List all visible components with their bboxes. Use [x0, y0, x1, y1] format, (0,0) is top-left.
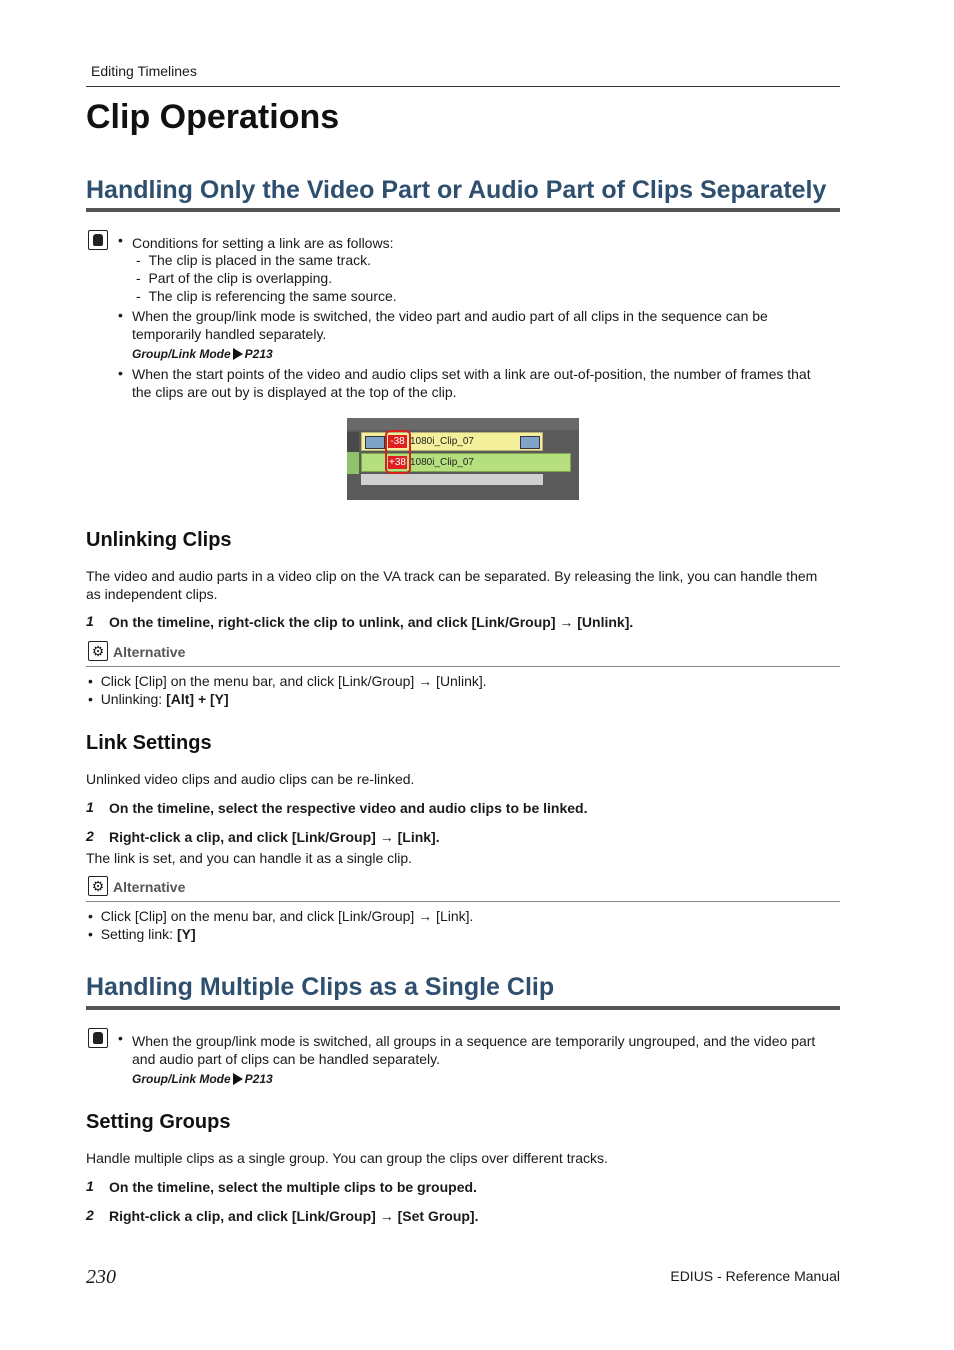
page-number: 230 [86, 1266, 116, 1288]
unlink-step-1: On the timeline, right-click the clip to unlink, and click [Link/Group] → [Unlink]. [109, 614, 634, 630]
link-step-2: Right-click a clip, and click [Link/Group] → [Link]. [109, 829, 440, 845]
gear-icon: ⚙ [88, 641, 108, 661]
shortcut-keys: [Alt] + [Y] [166, 691, 229, 707]
bullet: • [118, 1030, 123, 1046]
header-rule [86, 86, 840, 87]
arrow-right-icon [233, 1073, 243, 1085]
groups-step-1: On the timeline, select the multiple clips to be grouped. [109, 1179, 477, 1195]
reference-page: P213 [244, 347, 273, 361]
alternative-rule [86, 666, 840, 667]
note-sub-3: - The clip is referencing the same source. [136, 288, 397, 304]
step-number: 1 [86, 1178, 94, 1194]
heading-link-settings: Link Settings [86, 732, 212, 754]
groups-step-2: Right-click a clip, and click [Link/Group] → [Set Group]. [109, 1208, 479, 1224]
offset-badge-audio: +38 [389, 457, 406, 468]
unlink-paragraph-line1: The video and audio parts in a video clip on the VA track can be separated. By releasing the link, you can handle them [86, 568, 818, 584]
note-sub-1: - The clip is placed in the same track. [136, 252, 371, 268]
bullet: • [118, 365, 123, 381]
alternative-label: Alternative [113, 879, 186, 895]
note-bullet-1: Conditions for setting a link are as follows: [132, 235, 394, 251]
section-rule [86, 208, 840, 212]
reference-link[interactable] [132, 1072, 273, 1086]
manual-title: EDIUS - Reference Manual [670, 1268, 840, 1284]
timeline-screenshot [347, 418, 579, 500]
arrow-right-icon [233, 348, 243, 360]
section-heading-separate: Handling Only the Video Part or Audio Part of Clips Separately [86, 176, 827, 204]
thumbnail-end-icon [520, 436, 540, 449]
step-number: 1 [86, 613, 94, 629]
alt-item: • Click [Clip] on the menu bar, and click [Link/Group] → [Unlink]. [88, 673, 487, 689]
alternative-rule [86, 901, 840, 902]
note-icon [88, 230, 108, 250]
track-header-audio [347, 452, 359, 474]
shortcut-keys: [Y] [176, 926, 196, 942]
link-step-2-result: The link is set, and you can handle it as a single clip. [86, 850, 413, 866]
unlink-paragraph-line2: as independent clips. [86, 586, 218, 602]
note-bullet-3-line1: When the start points of the video and audio clips set with a link are out-of-position, the number of frames that [132, 366, 811, 382]
timeline-scrollbar[interactable] [361, 474, 543, 485]
page-title: Clip Operations [86, 98, 340, 136]
reference-page: P213 [244, 1072, 273, 1086]
section-rule [86, 1006, 840, 1010]
link-paragraph: Unlinked video clips and audio clips can be re-linked. [86, 771, 415, 787]
step-number: 1 [86, 799, 94, 815]
note-icon [88, 1028, 108, 1048]
clip-name-video: 1080i_Clip_07 [410, 436, 474, 447]
note-bullet-3-line2: the clips are out by is displayed at the top of the clip. [132, 384, 457, 400]
note-bullet-2-line1: When the group/link mode is switched, the video part and audio part of all clips in the sequence can be [132, 308, 768, 324]
alternative-label: Alternative [113, 644, 186, 660]
reference-label: Group/Link Mode [132, 1072, 231, 1086]
highlight-circle [385, 430, 411, 474]
reference-label: Group/Link Mode [132, 347, 231, 361]
thumbnail-icon [365, 436, 385, 449]
clip-name-audio: 1080i_Clip_07 [410, 457, 474, 468]
gear-icon: ⚙ [88, 876, 108, 896]
note-sub-2: - Part of the clip is overlapping. [136, 270, 333, 286]
step-number: 2 [86, 828, 94, 844]
running-header: Editing Timelines [91, 63, 197, 79]
groups-paragraph: Handle multiple clips as a single group. You can group the clips over different tracks. [86, 1150, 608, 1166]
reference-link[interactable] [132, 347, 273, 361]
note-line2: and audio part of clips can be handled separately. [132, 1051, 440, 1067]
timeline-ruler [347, 418, 579, 430]
alt-item: • Unlinking: [Alt] + [Y] [88, 691, 229, 707]
bullet: • [118, 307, 123, 323]
link-step-1: On the timeline, select the respective video and audio clips to be linked. [109, 800, 588, 816]
heading-unlinking-clips: Unlinking Clips [86, 529, 232, 551]
alt-item: • Click [Clip] on the menu bar, and click [Link/Group] → [Link]. [88, 908, 474, 924]
alt-item: • Setting link: [Y] [88, 926, 196, 942]
section-heading-multiple: Handling Multiple Clips as a Single Clip [86, 973, 555, 1001]
offset-badge-video: -38 [388, 435, 407, 448]
heading-setting-groups: Setting Groups [86, 1111, 231, 1133]
note-line1: When the group/link mode is switched, all groups in a sequence are temporarily ungrouped, and the video part [132, 1033, 816, 1049]
bullet: • [118, 232, 123, 248]
step-number: 2 [86, 1207, 94, 1223]
note-bullet-2-line2: temporarily handled separately. [132, 326, 327, 342]
